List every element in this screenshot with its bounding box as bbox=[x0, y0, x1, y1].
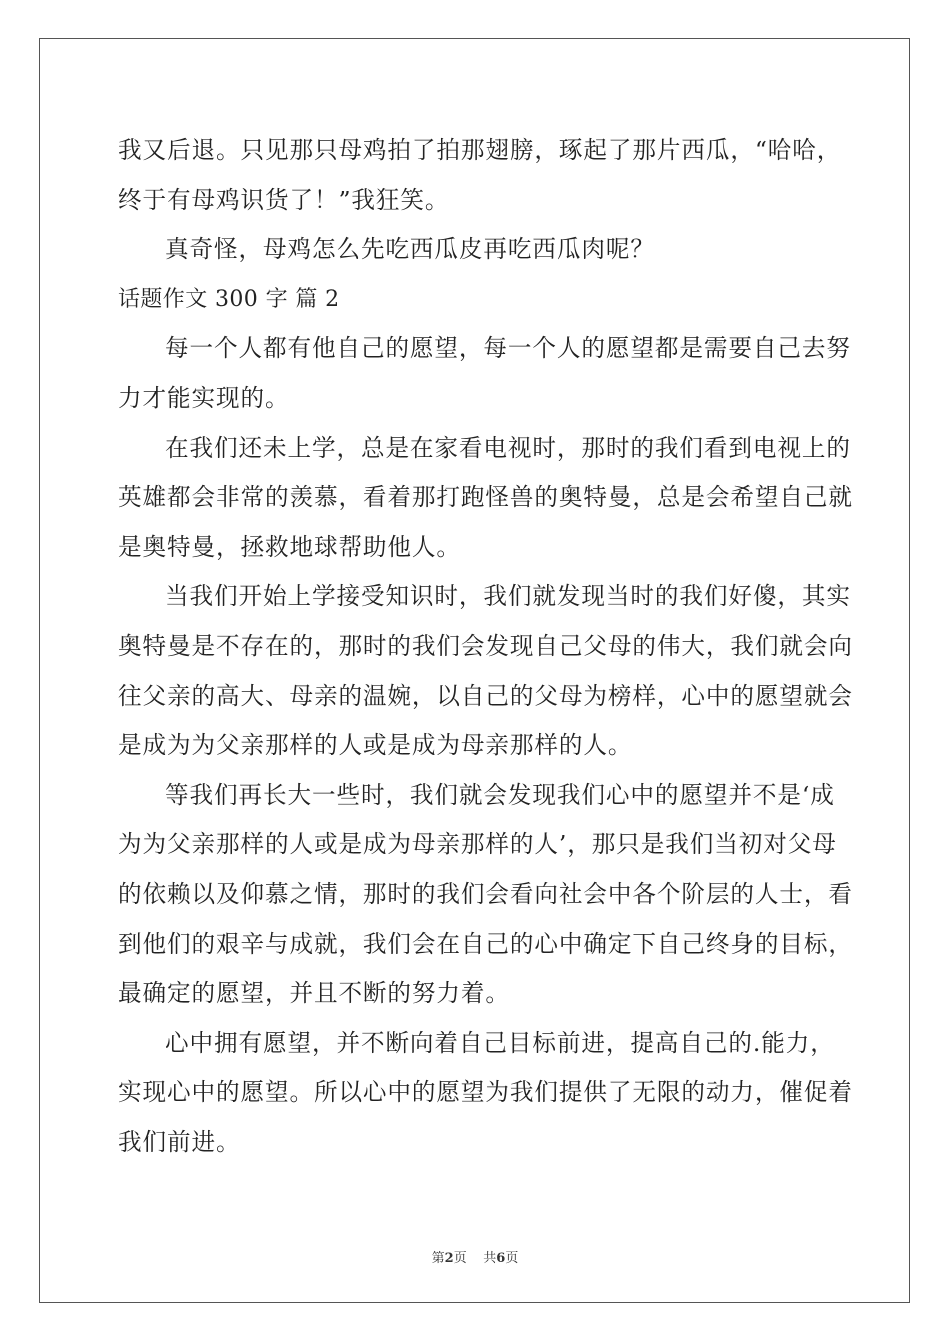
text-line: 是成为为父亲那样的人或是成为母亲那样的人。 bbox=[118, 731, 633, 760]
text-line: 在我们还未上学，总是在家看电视时，那时的我们看到电视上的 bbox=[165, 433, 851, 462]
footer-page-number: 2 bbox=[444, 1251, 454, 1266]
text-line: 我们前进。 bbox=[118, 1127, 241, 1156]
document-body bbox=[118, 126, 853, 1167]
text-line: 是奥特曼，拯救地球帮助他人。 bbox=[118, 532, 461, 561]
text-line: 力才能实现的。 bbox=[118, 383, 290, 412]
text-line: 为为父亲那样的人或是成为母亲那样的人’，那只是我们当初对父母 bbox=[118, 830, 837, 859]
text-line: 到他们的艰辛与成就，我们会在自己的心中确定下自己终身的目标， bbox=[118, 929, 853, 958]
text-line: 我又后退。只见那只母鸡拍了拍那翅膀，琢起了那片西瓜，“哈哈， bbox=[118, 136, 842, 164]
text-line: 的依赖以及仰慕之情，那时的我们会看向社会中各个阶层的人士，看 bbox=[118, 879, 853, 908]
text-line: 英雄都会非常的羡慕，看着那打跑怪兽的奥特曼，总是会希望自己就 bbox=[118, 483, 853, 512]
text-line: 当我们开始上学接受知识时，我们就发现当时的我们好傻，其实 bbox=[165, 582, 851, 611]
text-line: 最确定的愿望，并且不断的努力着。 bbox=[118, 979, 510, 1008]
footer-total-pages: 6 bbox=[496, 1251, 506, 1266]
text-line: 实现心中的愿望。所以心中的愿望为我们提供了无限的动力，催促着 bbox=[118, 1078, 853, 1107]
text-line: 等我们再长大一些时，我们就会发现我们心中的愿望并不是‘成 bbox=[165, 780, 835, 809]
footer-page-suffix: 页 bbox=[453, 1251, 467, 1266]
text-line: 每一个人都有他自己的愿望，每一个人的愿望都是需要自己去努 bbox=[165, 334, 851, 363]
section-heading: 话题作文 300 字 篇 2 bbox=[118, 286, 340, 312]
text-line: 奥特曼是不存在的，那时的我们会发现自己父母的伟大，我们就会向 bbox=[118, 631, 853, 660]
text-line: 心中拥有愿望，并不断向着自己目标前进，提高自己的.能力， bbox=[165, 1028, 835, 1057]
text-line: 往父亲的高大、母亲的温婉，以自己的父母为榜样，心中的愿望就会 bbox=[118, 681, 853, 710]
text-line: 终于有母鸡识货了！”我狂笑。 bbox=[118, 185, 450, 214]
footer-total-prefix: 共 bbox=[483, 1251, 497, 1266]
page-footer bbox=[0, 1247, 950, 1266]
text-line: 真奇怪，母鸡怎么先吃西瓜皮再吃西瓜肉呢？ bbox=[165, 235, 655, 264]
footer-total-suffix: 页 bbox=[505, 1251, 519, 1266]
footer-page-prefix: 第 bbox=[431, 1251, 445, 1266]
